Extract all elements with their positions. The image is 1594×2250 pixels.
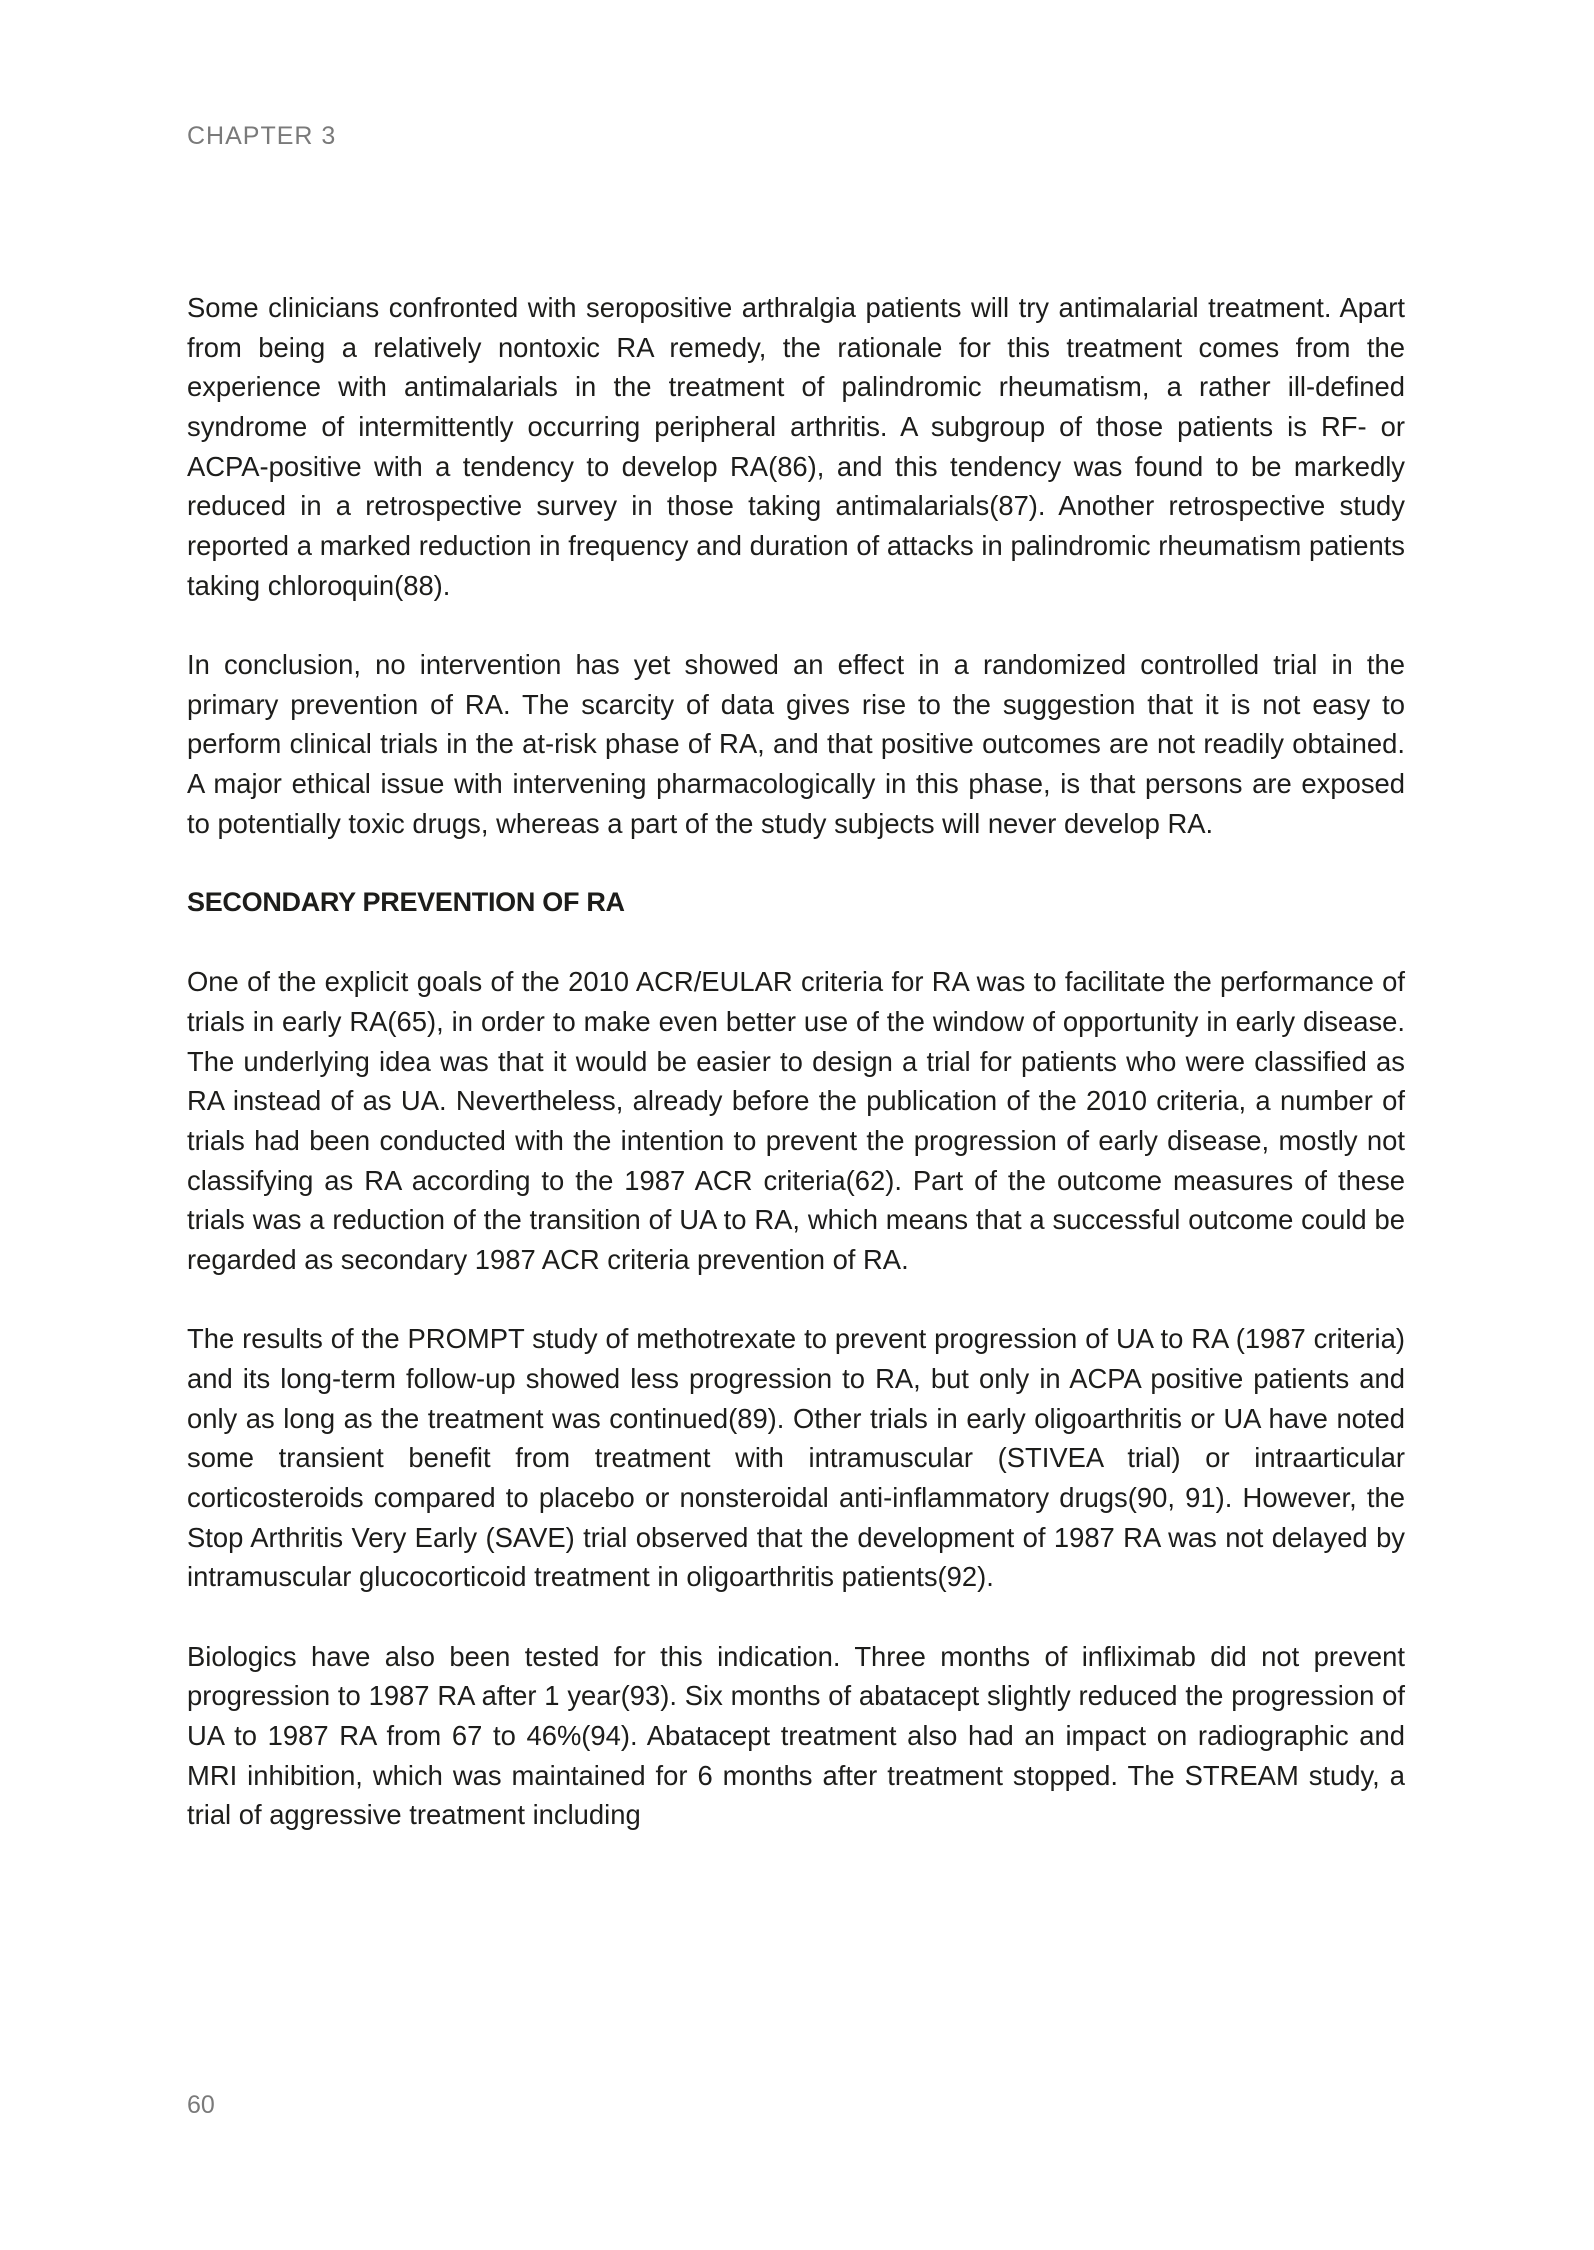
paragraph-conclusion-primary-prevention: In conclusion, no intervention has yet showed an effect in a randomized controlled trial in the primary prevention of RA. The scarcity of data gives rise to the suggestion that it is not easy to perform clinical trials in the at-risk phase of RA, and that positive outcomes are not readily obtained. A major ethical issue with intervening pharmacologically in this phase, is that persons are exposed to potentially toxic drugs, whereas a part of the study subjects will never develop RA. bbox=[187, 649, 1405, 839]
paragraph-biologics: Biologics have also been tested for this indication. Three months of infliximab did not prevent progression to 1987 RA after 1 year(93). Six months of abatacept slightly reduced the progression of UA to 1987 RA from 67 to 46%(94). Abatacept treatment also had an impact on radiographic and MRI inhibition, which was maintained for 6 months after treatment stopped. The STREAM study, a trial of aggressive treatment including bbox=[187, 1640, 1405, 1831]
paragraph-acr-eular-criteria: One of the explicit goals of the 2010 ACR/EULAR criteria for RA was to facilitate the performance of trials in early RA(65), in order to make even better use of the window of opportunity in early disease. The underlying idea was that it would be easier to design a trial for patients who were classified as RA instead of as UA. Nevertheless, already before the publication of the 2010 criteria, a number of trials had been conducted with the intention to prevent the progression of early disease, mostly not classifying as RA according to the 1987 ACR criteria(62). Part of the outcome measures of these trials was a reduction of the transition of UA to RA, which means that a successful outcome could be regarded as secondary 1987 ACR criteria prevention of RA. bbox=[187, 966, 1405, 1276]
page-body bbox=[187, 288, 1405, 1835]
running-head: CHAPTER 3 bbox=[187, 122, 337, 150]
section-heading-secondary-prevention: SECONDARY PREVENTION OF RA bbox=[187, 887, 625, 918]
page-number: 60 bbox=[187, 2091, 215, 2119]
paragraph-antimalarial-treatment: Some clinicians confronted with seropositive arthralgia patients will try antimalarial treatment. Apart from being a relatively nontoxic RA remedy, the rationale for this treatment comes from the experience with antimalarials in the treatment of palindromic rheumatism, a rather ill-defined syndrome of intermittently occurring peripheral arthritis. A subgroup of those patients is RF- or ACPA-positive with a tendency to develop RA(86), and this tendency was found to be markedly reduced in a retrospective survey in those taking antimalarials(87). Another retrospective study reported a marked reduction in frequency and duration of attacks in palindromic rheumatism patients taking chloroquin(88). bbox=[187, 292, 1405, 601]
paragraph-prompt-study: The results of the PROMPT study of methotrexate to prevent progression of UA to RA (1987 criteria) and its long-term follow-up showed less progression to RA, but only in ACPA positive patients and only as long as the treatment was continued(89). Other trials in early oligoarthritis or UA have noted some transient benefit from treatment with intramuscular (STIVEA trial) or intraarticular corticosteroids compared to placebo or nonsteroidal anti-inflammatory drugs(90, 91). However, the Stop Arthritis Very Early (SAVE) trial observed that the development of 1987 RA was not delayed by intramuscular glucocorticoid treatment in oligoarthritis patients(92). bbox=[187, 1323, 1405, 1593]
